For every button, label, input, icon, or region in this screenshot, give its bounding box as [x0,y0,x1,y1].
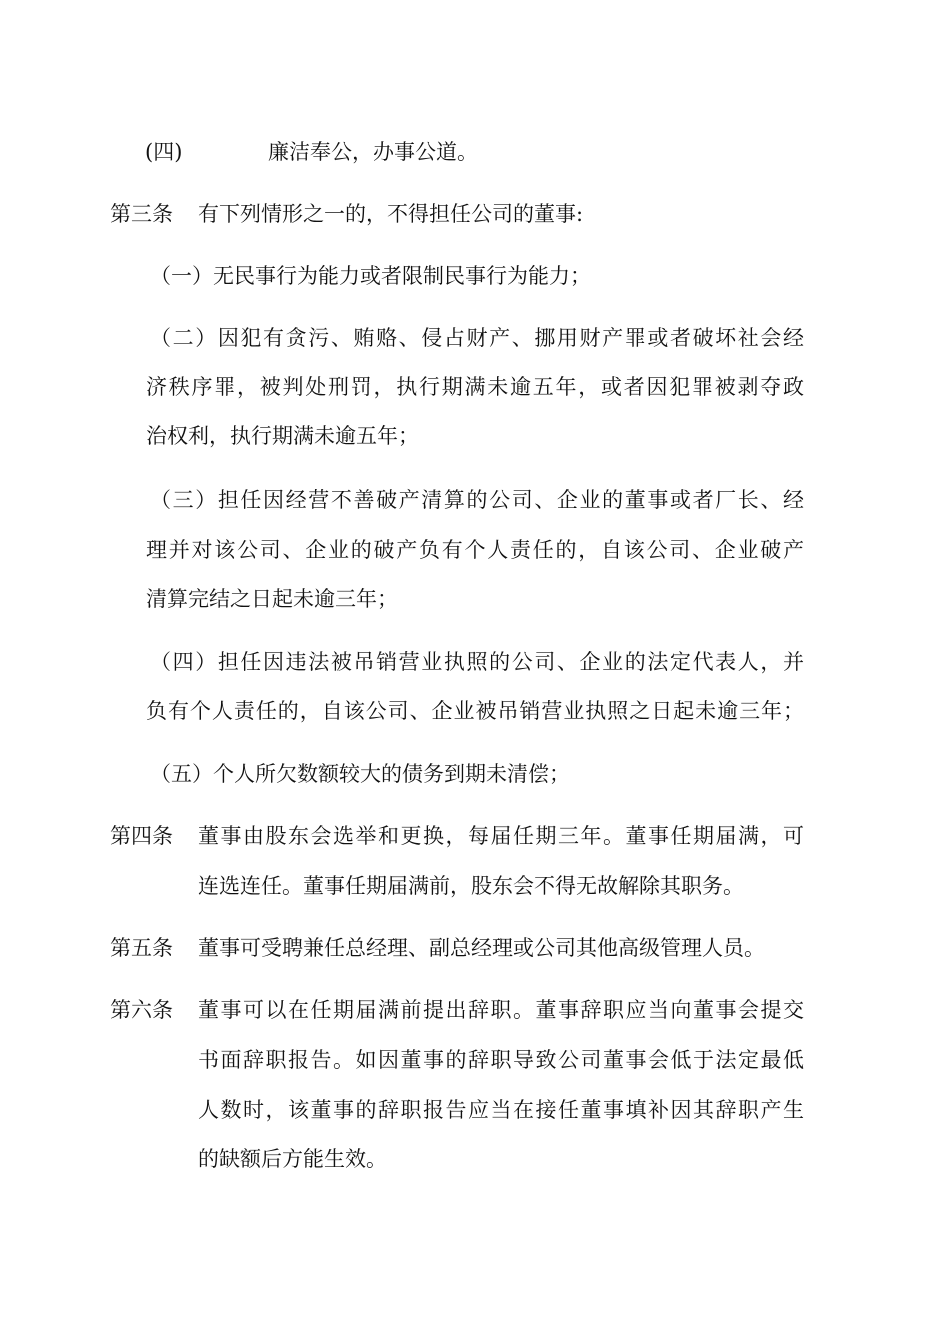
article-5-line-1: 董事可受聘兼任总经理、副总经理或公司其他高级管理人员。 [198,936,765,960]
article-3-item-4-line-1: （四）担任因违法被吊销营业执照的公司、企业的法定代表人，并 [150,650,804,674]
article-3-item-1: （一）无民事行为能力或者限制民事行为能力； [150,264,591,288]
article-3-text: 有下列情形之一的，不得担任公司的董事: [198,202,584,226]
article-3-item-4-line-2: 负有个人责任的，自该公司、企业被吊销营业执照之日起未逾三年； [146,699,804,723]
article-4-line-2: 连选连任。董事任期届满前，股东会不得无故解除其职务。 [198,874,744,898]
article-6-line-3: 人数时，该董事的辞职报告应当在接任董事填补因其辞职产生 [198,1098,804,1122]
article-3-item-2-line-1: （二）因犯有贪污、贿赂、侵占财产、挪用财产罪或者破坏社会经 [150,326,804,350]
article-5-label: 第五条 [110,936,173,960]
item-label: (四) [145,140,183,164]
item-text: 廉洁奉公，办事公道。 [268,140,478,164]
article-3-item-3-line-2: 理并对该公司、企业的破产负有个人责任的，自该公司、企业破产 [146,538,804,562]
article-6-line-1: 董事可以在任期届满前提出辞职。董事辞职应当向董事会提交 [198,998,804,1022]
article-6-label: 第六条 [110,998,173,1022]
article-3-item-2-line-2: 济秩序罪，被判处刑罚，执行期满未逾五年，或者因犯罪被剥夺政 [146,375,804,399]
article-3-item-3-line-3: 清算完结之日起未逾三年； [146,587,398,611]
article-3-item-3-line-1: （三）担任因经营不善破产清算的公司、企业的董事或者厂长、经 [150,488,804,512]
article-4-line-1: 董事由股东会选举和更换，每届任期三年。董事任期届满，可 [198,824,804,848]
article-6-line-2: 书面辞职报告。如因董事的辞职导致公司董事会低于法定最低 [198,1048,804,1072]
article-3-label: 第三条 [110,202,173,226]
article-4-label: 第四条 [110,824,173,848]
article-3-item-5: （五）个人所欠数额较大的债务到期未清偿； [150,762,570,786]
article-3-item-2-line-3: 治权利，执行期满未逾五年； [146,424,419,448]
article-6-line-4: 的缺额后方能生效。 [198,1147,387,1171]
